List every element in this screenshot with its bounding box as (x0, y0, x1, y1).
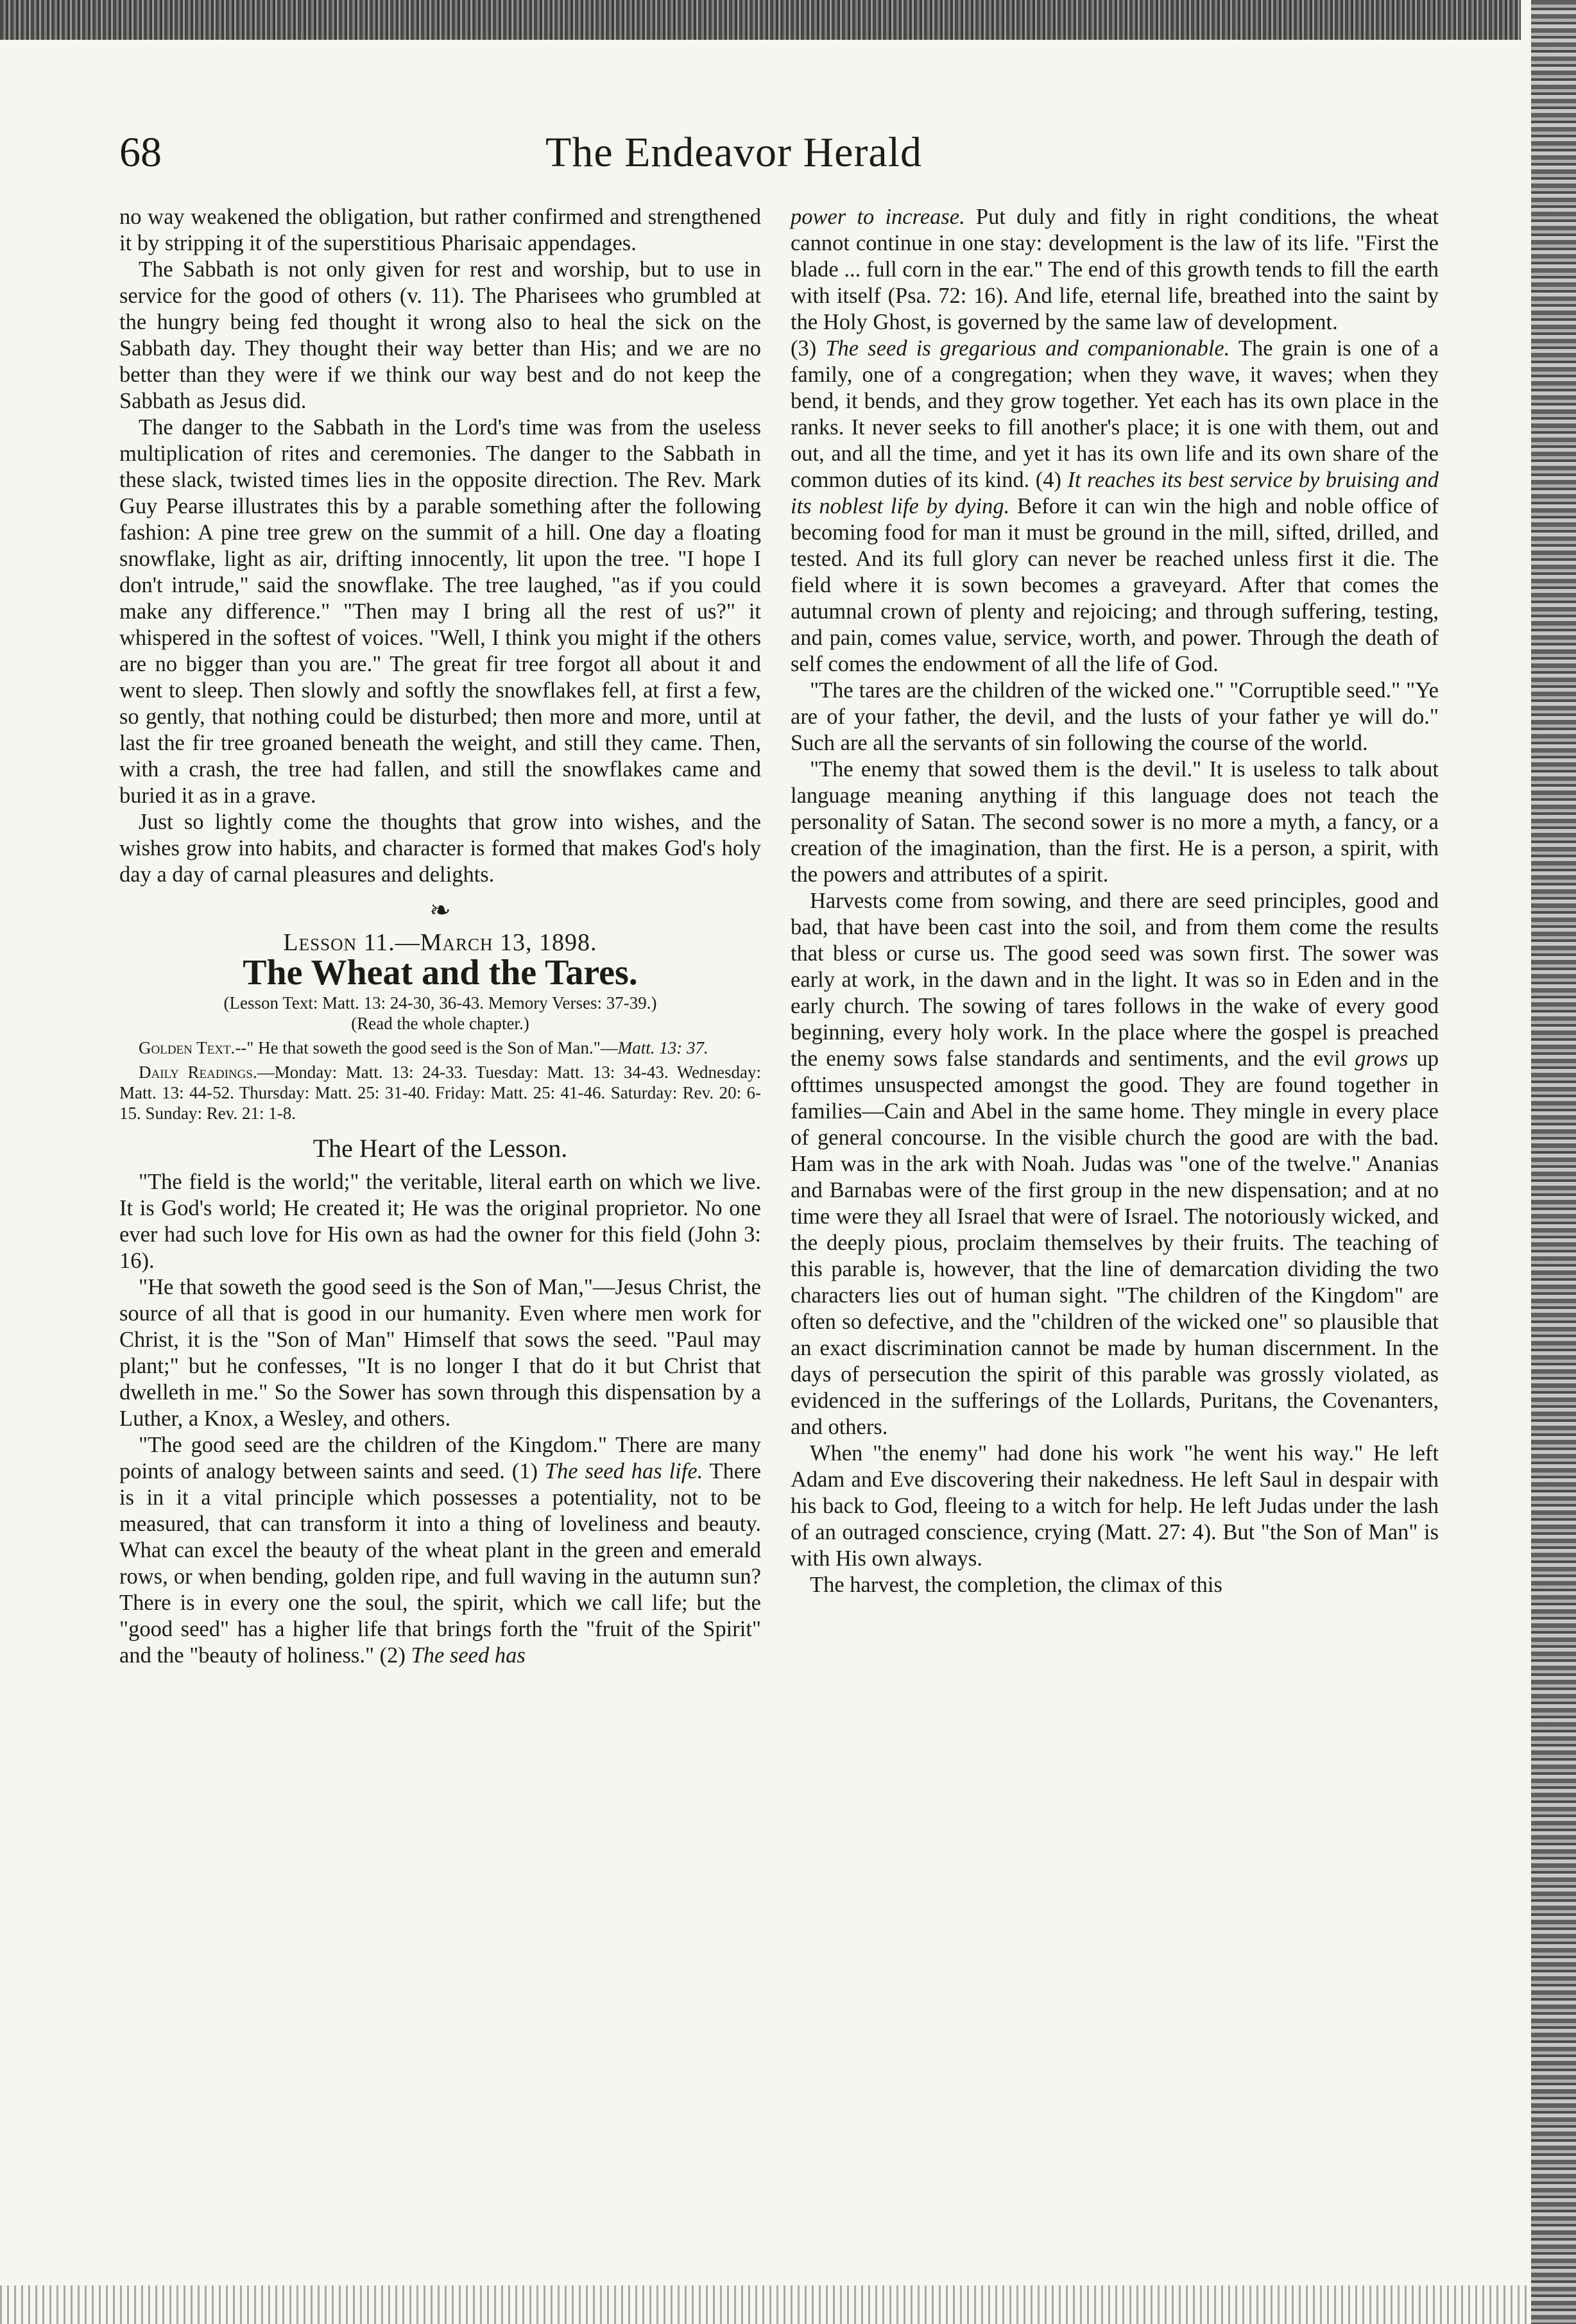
paragraph: The Sabbath is not only given for rest and worship, but to use in service for the good of others (v. 11). The Pharisees who grumbled at the hungry being fed thought it wrong also to heal the sick on the Sabbath day. They thought their way better than His; and we are no better than they were if we think our way best and do not keep the Sabbath as Jesus did. (119, 257, 761, 413)
daily-readings-body: —Monday: Matt. 13: 24-33. Tuesday: Matt. 13: 34-43. Wednesday: Matt. 13: 44-52. Thursday: Matt. 25: 31-40. Friday: Matt. 25: 41-46. Saturday: Rev. 20: 6-15. Sunday: Rev. 21: 1-8. (119, 1063, 761, 1123)
left-column (119, 204, 761, 1669)
paragraph: The harvest, the completion, the climax of this (810, 1573, 1222, 1597)
daily-readings-label: Daily Readings. (139, 1063, 257, 1082)
paragraph: "The field is the world;" the veritable, literal earth on which we live. It is God's world; He created it; He was the original proprietor. No one ever had such love for His own as had the owner for this field (John 3: 16). (119, 1170, 761, 1273)
golden-text-label: Golden Text. (139, 1038, 236, 1057)
paragraph: The danger to the Sabbath in the Lord's time was from the useless multiplication of rites and ceremonies. The danger to the Sabbath in these slack, twisted times lies in the opposite direction. The Rev. Mark Guy Pearse illustrates this by a parable something after the following fashion: A pine tree grew on the summit of a hill. One day a floating snowflake, light as air, drifting innocently, lit upon the tree. "I hope I don't intrude," said the snowflake. The tree laughed, "as if you could make any difference." "Then may I bring all the rest of us?" it whispered in the softest of voices. "Well, I think you might if the others are no bigger than you are." The great fir tree forgot all about it and went to sleep. Then slowly and softly the snowflakes fell, at first a few, so gently, that nothing could be disturbed; then more and more, until at last the fir tree groaned beneath the weight, and still they came. Then, with a crash, the tree had fallen, and still the snowflakes came and buried it as in a grave. (119, 415, 761, 808)
scan-bottom-edge (0, 2286, 1527, 2324)
paragraph: power to increase. Put duly and fitly in right conditions, the wheat cannot continue in one stay: development is the law of its life. "First the blade ... full corn in the ear." The end of this growth tends to fill the earth with itself (Psa. 72: 16). And life, eternal life, breathed into the saint by the Holy Ghost, is governed by the same law of development. (791, 205, 1439, 334)
scan-top-border (0, 0, 1521, 40)
golden-text (119, 1038, 761, 1058)
running-head: The Endeavor Herald (545, 129, 923, 176)
lesson-text: (Lesson Text: Matt. 13: 24-30, 36-43. Memory Verses: 37-39.) (223, 993, 657, 1012)
paragraph: no way weakened the obligation, but rather confirmed and strengthened it by stripping it of the superstitious Pharisaic appendages. (119, 205, 761, 255)
paragraph: "The tares are the children of the wicked one." "Corruptible seed." "Ye are of your father, the devil, and the lusts of your father ye will do." Such are all the servants of sin following the course of the world. (791, 678, 1439, 755)
golden-text-body: --" He that soweth the good seed is the Son of Man."— (235, 1038, 618, 1057)
ornament-icon: ❧ (429, 896, 451, 925)
right-column (791, 204, 1439, 1598)
page-number: 68 (119, 129, 162, 176)
lesson-title: The Wheat and the Tares. (243, 953, 638, 993)
paragraph: "The enemy that sowed them is the devil." It is useless to talk about language meaning anything if this language does not teach the personality of Satan. The second sower is no more a myth, a fancy, or a creation of the imagination, than the first. He is a person, a spirit, with the powers and attributes of a spirit. (791, 757, 1439, 887)
paragraph: Harvests come from sowing, and there are seed principles, good and bad, that have been cast into the soil, and from them come the results that bless or curse us. The good seed was sown first. The sower was early at work, in the dawn and in the light. It was so in Eden and in the early church. The sowing of tares follows in the wake of every good beginning, every holy work. In the place where the gospel is preached the enemy sows false standards and sentiments, and the evil grows up ofttimes unsuspected amongst the good. They are found together in families—Cain and Abel in the same home. They mingle in every place of general concourse. In the visible church the good are with the bad. Ham was in the ark with Noah. Judas was "one of the twelve." Ananias and Barnabas were of the first group in the new dispensation; and at no time were they all Israel that were of Israel. The notoriously wicked, and the deeply pious, proclaim themselves by their fruits. The teaching of this parable is, however, that the line of demarcation dividing the two characters lies out of human sight. "The children of the Kingdom" are often so defective, and the "children of the wicked one" so plausible that an exact discrimination cannot be made by human discernment. In the days of persecution the spirit of this parable was grossly violated, as evidenced in the sufferings of the Lollards, Puritans, the Covenanters, and others. (791, 889, 1439, 1439)
paragraph: Just so lightly come the thoughts that grow into wishes, and the wishes grow into habits, and character is formed that makes God's holy day a day of carnal pleasures and delights. (119, 810, 761, 887)
paragraph: (3) The seed is gregarious and companionable. The grain is one of a family, one of a congregation; when they wave, it waves; when they bend, it bends, and they grow together. Yet each has its own place in the ranks. It never seeks to fill another's place; it is one with them, out and out, and all the time, and yet it has its own life and its own share of the common duties of its kind. (4) It reaches its best service by bruising and its noblest life by dying. Before it can win the high and noble office of becoming food for man it must be ground in the mill, sifted, drilled, and tested. And its full glory can never be reached unless first it die. The field where it is sown becomes a graveyard. After that comes the autumnal crown of plenty and rejoicing; and through suffering, testing, and pain, comes value, service, worth, and power. Through the death of self comes the endowment of all the life of God. (791, 336, 1439, 676)
scan-right-edge (1531, 0, 1576, 2324)
paragraph: "The good seed are the children of the Kingdom." There are many points of analogy between saints and seed. (1) The seed has life. There is in it a vital principle which possesses a potentiality, not to be measured, that can transform it into a thing of loveliness and beauty. What can excel the beauty of the wheat plant in the green and emerald rows, or when bending, golden ripe, and full waving in the autumn sun? There is in every one the soul, the spirit, which we call life; but the "good seed" has a higher life that brings forth the "fruit of the Spirit" and the "beauty of holiness." (2) The seed has (119, 1433, 761, 1668)
paragraph: When "the enemy" had done his work "he went his way." He left Adam and Eve discovering their nakedness. He left Saul in despair with his back to God, fleeing to a witch for help. He left Judas under the lash of an outraged conscience, crying (Matt. 27: 4). But "the Son of Man" is with His own always. (791, 1441, 1439, 1571)
golden-text-ref: Matt. 13: 37. (617, 1038, 708, 1057)
paragraph: "He that soweth the good seed is the Son of Man,"—Jesus Christ, the source of all that is good in our humanity. Even where men work for Christ, it is the "Son of Man" Himself that sows the seed. "Paul may plant;" but he confesses, "It is no longer I that do it but Christ that dwelleth in me." So the Sower has sown through this dispensation by a Luther, a Knox, a Wesley, and others. (119, 1275, 761, 1431)
lesson-heading: Lesson 11.—March 13, 1898. (283, 929, 597, 956)
heart-heading: The Heart of the Lesson. (313, 1134, 568, 1163)
daily-readings (119, 1062, 761, 1124)
read-note: (Read the whole chapter.) (351, 1014, 529, 1033)
